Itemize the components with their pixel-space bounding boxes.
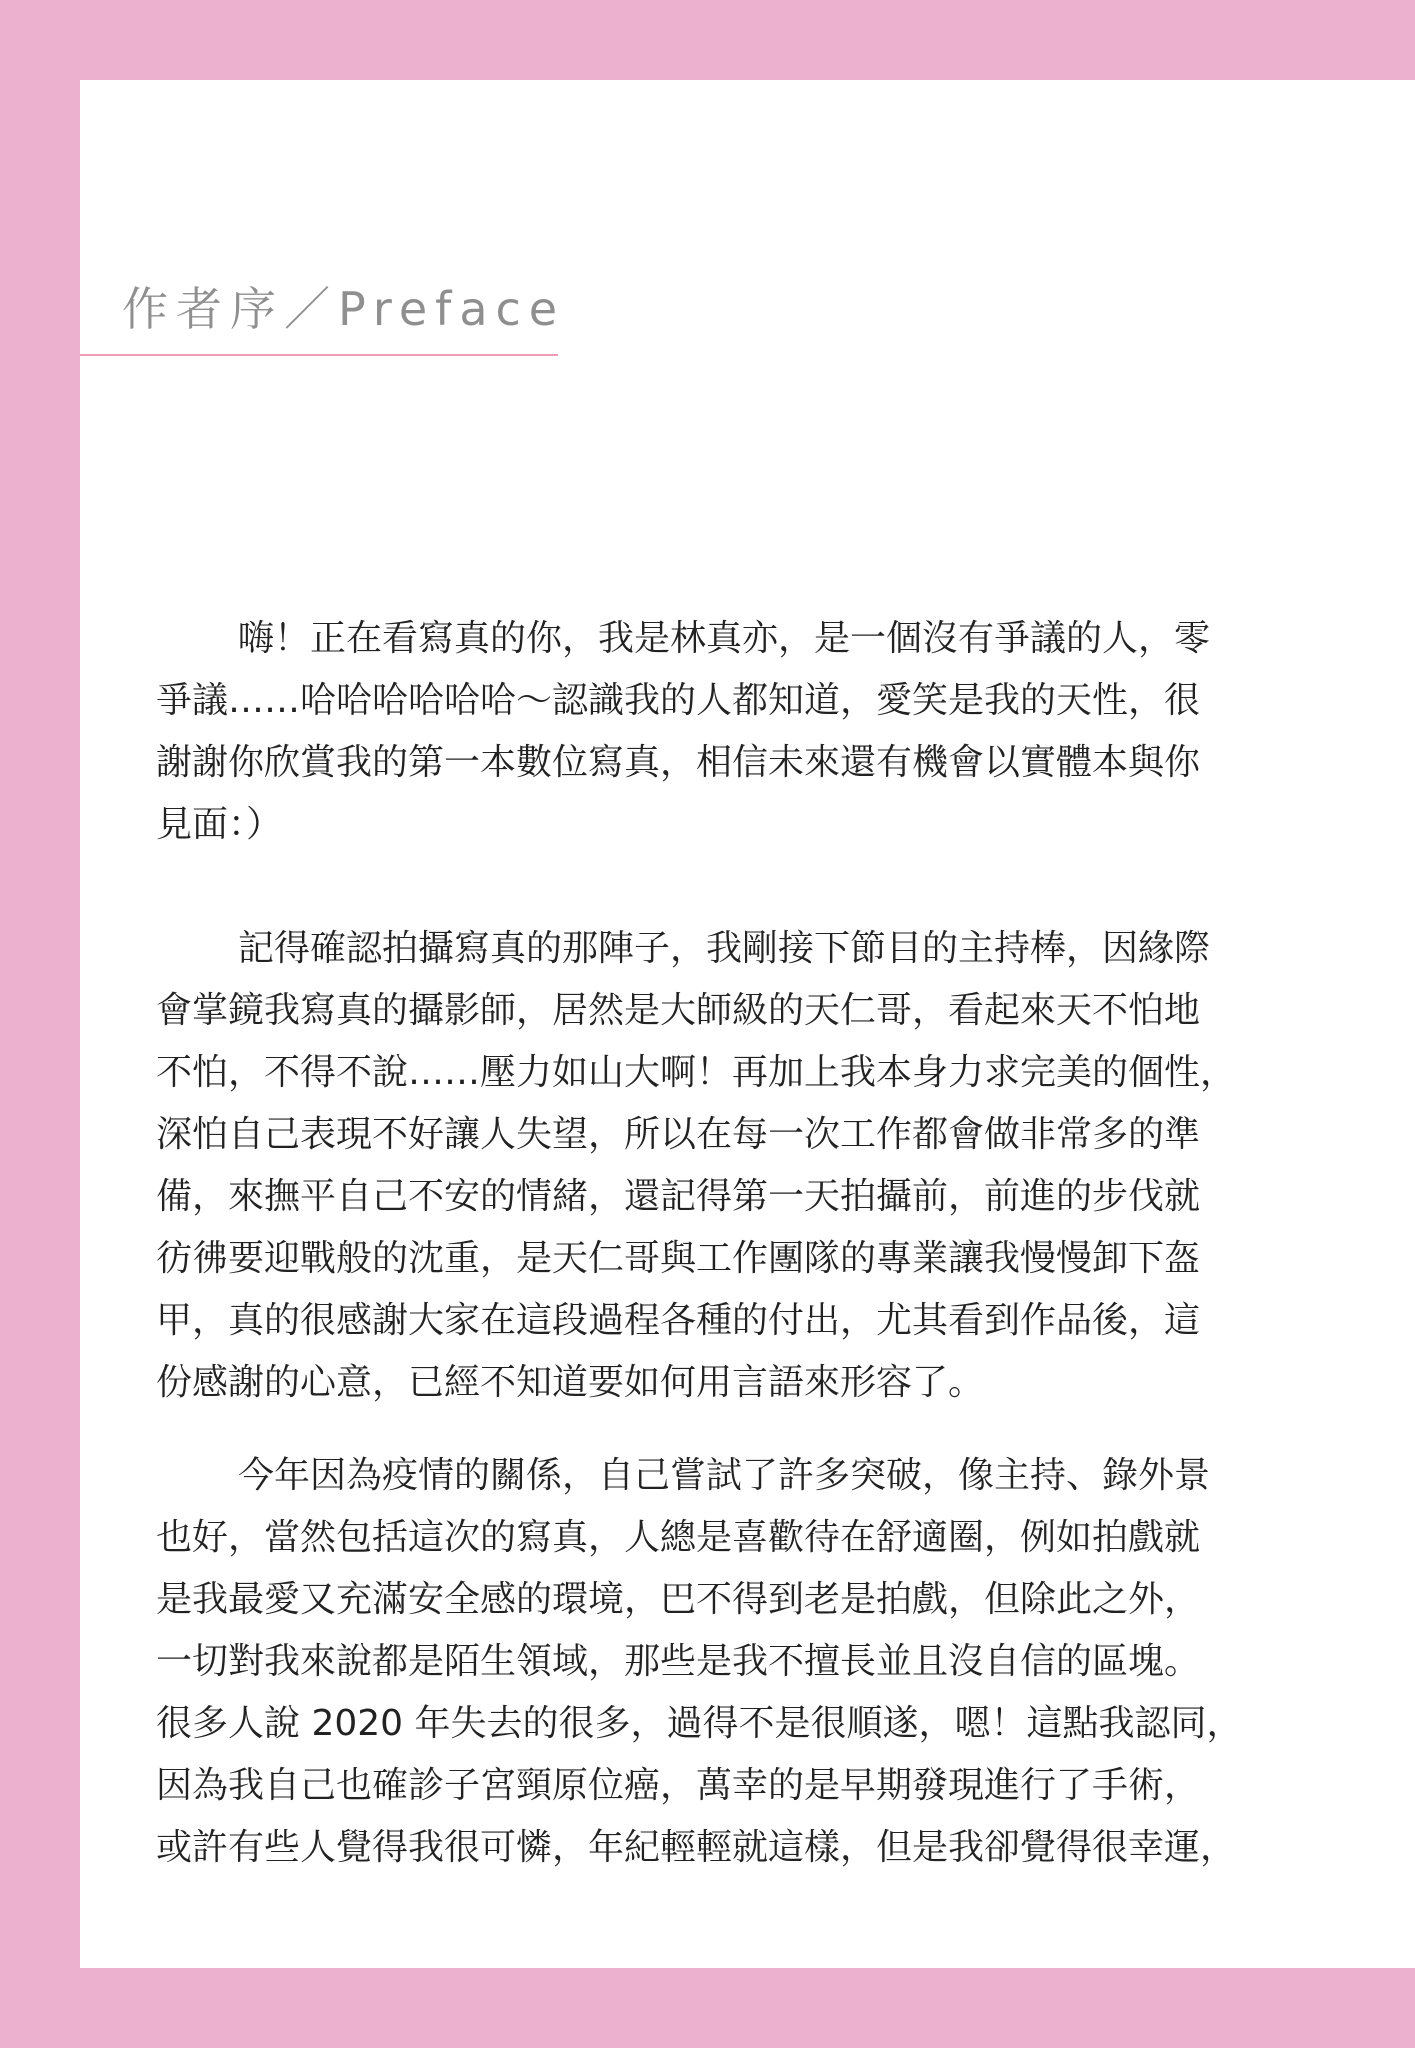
paragraph-line: 很多人說 2020 年失去的很多，過得不是很順遂，嗯！這點我認同， <box>156 1703 1243 1744</box>
paragraph-line: 甲，真的很感謝大家在這段過程各種的付出，尤其看到作品後，這 <box>156 1300 1201 1341</box>
paragraph-line: 是我最愛又充滿安全感的環境，巴不得到老是拍戲，但除此之外， <box>156 1579 1201 1620</box>
paragraph-line: 嗨！正在看寫真的你，我是林真亦，是一個沒有爭議的人，零 <box>238 618 1211 659</box>
page-heading: 作者序／Preface <box>122 282 566 336</box>
paragraph-line: 見面：） <box>156 804 283 845</box>
paragraph-line: 今年因為疫情的關係，自己嘗試了許多突破，像主持、錄外景 <box>238 1455 1211 1496</box>
paragraph-line: 謝謝你欣賞我的第一本數位寫真，相信未來還有機會以實體本與你 <box>156 742 1201 783</box>
paragraph-line: 記得確認拍攝寫真的那陣子，我剛接下節目的主持棒，因緣際 <box>238 928 1211 969</box>
paragraph-line: 不怕，不得不說……壓力如山大啊！再加上我本身力求完美的個性， <box>156 1052 1237 1093</box>
paragraph-line: 彷彿要迎戰般的沈重，是天仁哥與工作團隊的專業讓我慢慢卸下盔 <box>156 1238 1201 1279</box>
paragraph-line: 因為我自己也確診子宮頸原位癌，萬幸的是早期發現進行了手術， <box>156 1765 1201 1806</box>
paragraph-line: 會掌鏡我寫真的攝影師，居然是大師級的天仁哥，看起來天不怕地 <box>156 990 1201 1031</box>
paragraph-line: 一切對我來說都是陌生領域，那些是我不擅長並且沒自信的區塊。 <box>156 1641 1201 1682</box>
paragraph-line: 深怕自己表現不好讓人失望，所以在每一次工作都會做非常多的準 <box>156 1114 1201 1155</box>
paragraph-2 <box>156 918 1336 1414</box>
paragraph-3 <box>156 1445 1336 1879</box>
paragraph-line: 備，來撫平自己不安的情緒，還記得第一天拍攝前，前進的步伐就 <box>156 1176 1201 1217</box>
paragraph-line: 份感謝的心意，已經不知道要如何用言語來形容了。 <box>156 1362 985 1403</box>
paragraph-line: 或許有些人覺得我很可憐，年紀輕輕就這樣，但是我卻覺得很幸運， <box>156 1827 1237 1868</box>
paragraph-1 <box>156 608 1336 856</box>
paragraph-line: 爭議……哈哈哈哈哈哈～認識我的人都知道，愛笑是我的天性，很 <box>156 680 1201 721</box>
heading-underline <box>80 354 558 356</box>
paragraph-line: 也好，當然包括這次的寫真，人總是喜歡待在舒適圈，例如拍戲就 <box>156 1517 1201 1558</box>
